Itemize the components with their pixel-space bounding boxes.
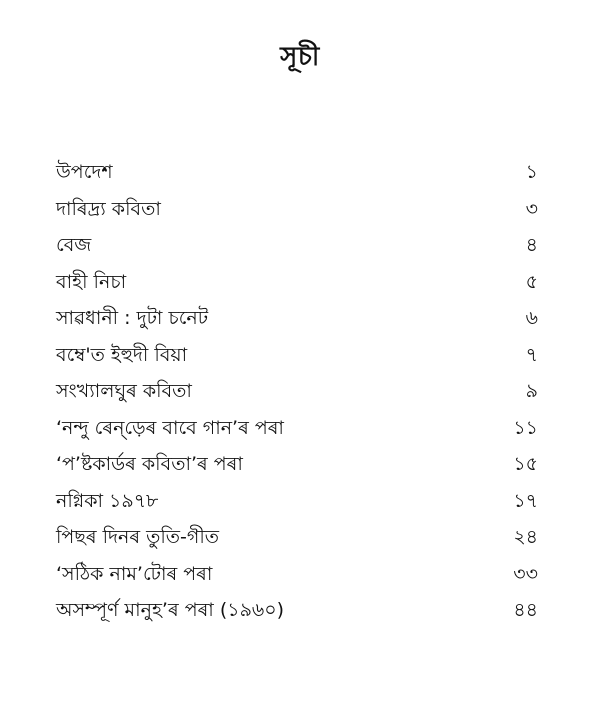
toc-entry (56, 264, 538, 301)
toc-entry (56, 154, 538, 191)
entry-page-number: ১১ (513, 416, 538, 439)
entry-title: পিছৰ দিনৰ তুতি-গীত (56, 526, 220, 548)
entry-page-number: ৭ (525, 343, 538, 366)
entry-title: দাৰিদ্ৰ্য কবিতা (56, 197, 161, 220)
page-title: সূচী (280, 42, 320, 72)
entry-page-number: ৫ (525, 270, 538, 293)
entry-title: বেজ (56, 234, 92, 256)
toc-entry (56, 556, 538, 593)
toc-entry (56, 410, 538, 447)
entry-title: ‘নন্দু ৰেন্‌ড়েৰ বাবে গান’ৰ পৰা (56, 416, 284, 439)
entry-title: উপদেশ (56, 161, 113, 183)
entry-title: ‘প’ষ্টকাৰ্ডৰ কবিতা’ৰ পৰা (56, 453, 243, 475)
entry-page-number: ১ (525, 161, 538, 183)
toc-entry (56, 227, 538, 264)
toc-entry (56, 300, 538, 337)
table-of-contents (56, 154, 538, 629)
entry-page-number: ১৭ (513, 489, 538, 512)
entry-title: অসম্পূৰ্ণ মানুহ’ৰ পৰা (১৯৬০) (56, 599, 285, 621)
entry-page-number: ৪৪ (513, 599, 538, 621)
entry-title: নগ্নিকা ১৯৭৮ (56, 489, 159, 512)
entry-page-number: ৬ (525, 307, 538, 329)
entry-title: ‘সঠিক নাম’টোৰ পৰা (56, 562, 213, 585)
entry-page-number: ৩৩ (513, 562, 538, 585)
entry-title: সাৱধানী : দুটা চনেট (56, 307, 209, 329)
toc-entry (56, 446, 538, 483)
entry-title: বম্বে'ত ইহুদী বিয়া (56, 343, 188, 366)
toc-entry (56, 373, 538, 410)
entry-title: সংখ্যালঘুৰ কবিতা (56, 380, 192, 402)
entry-page-number: ১৫ (513, 453, 538, 475)
entry-page-number: ৪ (525, 234, 538, 256)
toc-entry (56, 337, 538, 374)
toc-entry (56, 519, 538, 556)
entry-page-number: ২৪ (513, 526, 538, 548)
entry-title: বাহী নিচা (56, 270, 127, 293)
toc-entry (56, 191, 538, 228)
toc-entry (56, 483, 538, 520)
entry-page-number: ৯ (525, 380, 538, 402)
toc-entry (56, 592, 538, 629)
entry-page-number: ৩ (525, 197, 538, 220)
